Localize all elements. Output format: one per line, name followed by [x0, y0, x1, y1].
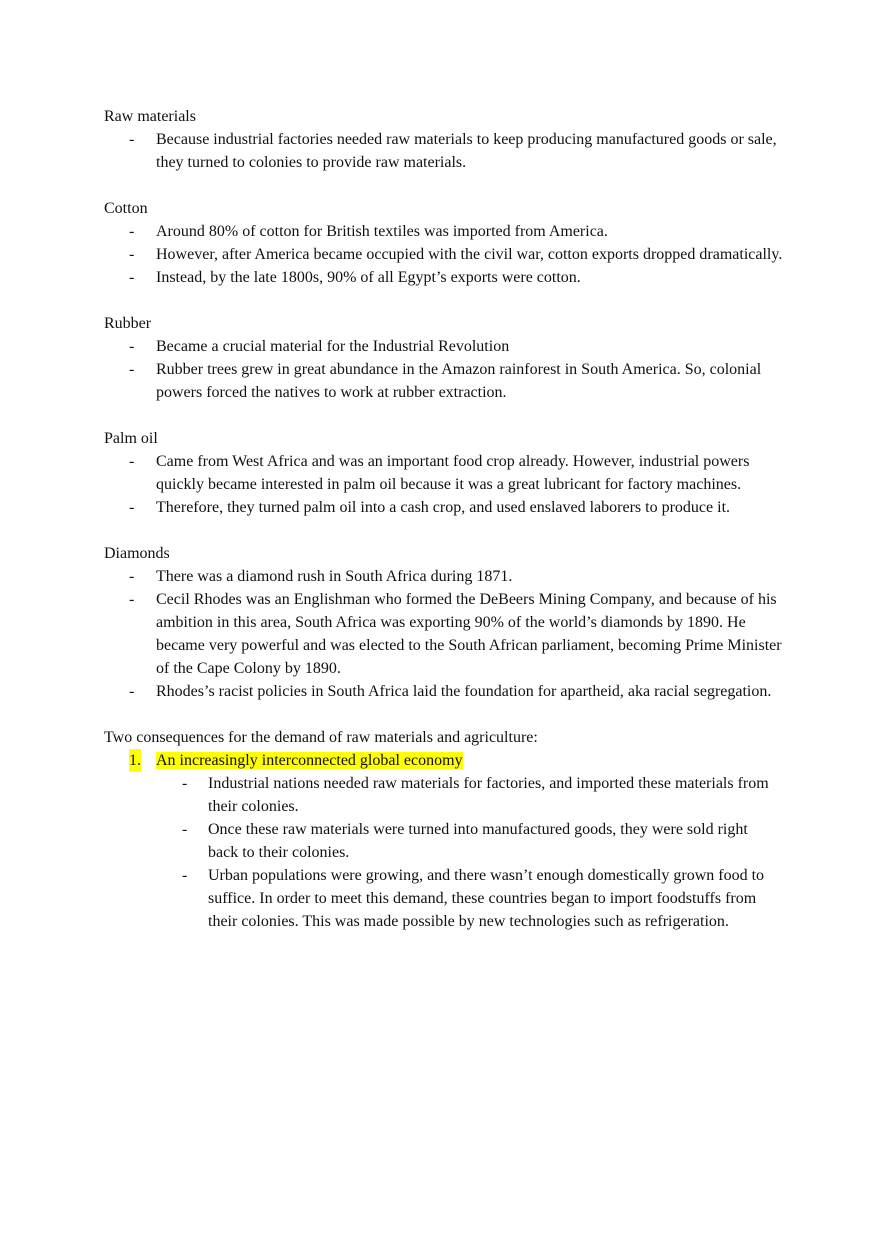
bullet-marker: - [129, 361, 135, 378]
section-palm-oil [104, 427, 784, 519]
bullet-marker: - [129, 246, 135, 263]
subbullet-item [104, 772, 778, 818]
bullet-text: Came from West Africa and was an important food crop already. However, industrial powers quickly became interested in palm oil because it was a great lubricant for factory machines. [156, 453, 750, 493]
bullet-text: There was a diamond rush in South Africa during 1871. [156, 568, 513, 585]
bullet-item [104, 358, 784, 404]
bullet-item [104, 220, 784, 243]
section-heading: Two consequences for the demand of raw materials and agriculture: [104, 729, 538, 746]
bullet-marker: - [182, 775, 188, 792]
highlighted-item-text: An increasingly interconnected global economy [156, 752, 463, 769]
section-raw-materials [104, 105, 784, 174]
bullet-marker: - [182, 821, 188, 838]
bullet-item [104, 496, 784, 519]
subbullet-item [104, 864, 778, 933]
section-heading: Diamonds [104, 545, 170, 562]
bullet-text: Became a crucial material for the Industrial Revolution [156, 338, 510, 355]
bullet-marker: - [129, 683, 135, 700]
bullet-marker: - [129, 453, 135, 470]
section-heading: Raw materials [104, 108, 196, 125]
subbullet-text: Once these raw materials were turned into manufactured goods, they were sold right back to their colonies. [208, 821, 748, 861]
bullet-marker: - [129, 568, 135, 585]
section-consequences [104, 726, 784, 933]
subbullet-item [104, 818, 778, 864]
bullet-text: Around 80% of cotton for British textiles was imported from America. [156, 223, 608, 240]
bullet-marker: - [129, 591, 135, 608]
bullet-marker: - [129, 338, 135, 355]
bullet-text: Therefore, they turned palm oil into a cash crop, and used enslaved laborers to produce it. [156, 499, 731, 516]
bullet-item [104, 450, 784, 496]
bullet-item [104, 680, 784, 703]
bullet-item [104, 588, 784, 680]
subbullet-text: Industrial nations needed raw materials for factories, and imported these materials from their colonies. [208, 775, 769, 815]
numbered-item [104, 749, 784, 772]
bullet-text: Cecil Rhodes was an Englishman who formed the DeBeers Mining Company, and because of his ambition in this area, South Africa was exporting 90% of the world’s diamonds by 1890. He became very powerful and was elected to the South African parliament, becoming Prime Minister of the Cape Colony by 1890. [156, 591, 782, 677]
item-number: 1. [129, 749, 141, 772]
bullet-marker: - [129, 131, 135, 148]
bullet-text: Rhodes’s racist policies in South Africa laid the foundation for apartheid, aka racial segregation. [156, 683, 772, 700]
section-heading: Palm oil [104, 430, 158, 447]
bullet-text: Rubber trees grew in great abundance in the Amazon rainforest in South America. So, colonial powers forced the natives to work at rubber extraction. [156, 361, 762, 401]
bullet-item [104, 128, 784, 174]
bullet-text: Because industrial factories needed raw materials to keep producing manufactured goods or sale, they turned to colonies to provide raw materials. [156, 131, 777, 171]
bullet-item [104, 266, 784, 289]
section-rubber [104, 312, 784, 404]
bullet-marker: - [182, 867, 188, 884]
subbullet-text: Urban populations were growing, and there wasn’t enough domestically grown food to suffice. In order to meet this demand, these countries began to import foodstuffs from their colonies. This was made possible by new technologies such as refrigeration. [208, 867, 765, 930]
bullet-item [104, 565, 784, 588]
section-cotton [104, 197, 784, 289]
section-diamonds [104, 542, 784, 703]
bullet-item [104, 335, 784, 358]
bullet-marker: - [129, 269, 135, 286]
document-page [104, 105, 784, 956]
section-heading: Rubber [104, 315, 152, 332]
bullet-marker: - [129, 499, 135, 516]
bullet-text: Instead, by the late 1800s, 90% of all Egypt’s exports were cotton. [156, 269, 581, 286]
bullet-marker: - [129, 223, 135, 240]
bullet-item [104, 243, 784, 266]
section-heading: Cotton [104, 200, 148, 217]
bullet-text: However, after America became occupied with the civil war, cotton exports dropped dramatically. [156, 246, 783, 263]
